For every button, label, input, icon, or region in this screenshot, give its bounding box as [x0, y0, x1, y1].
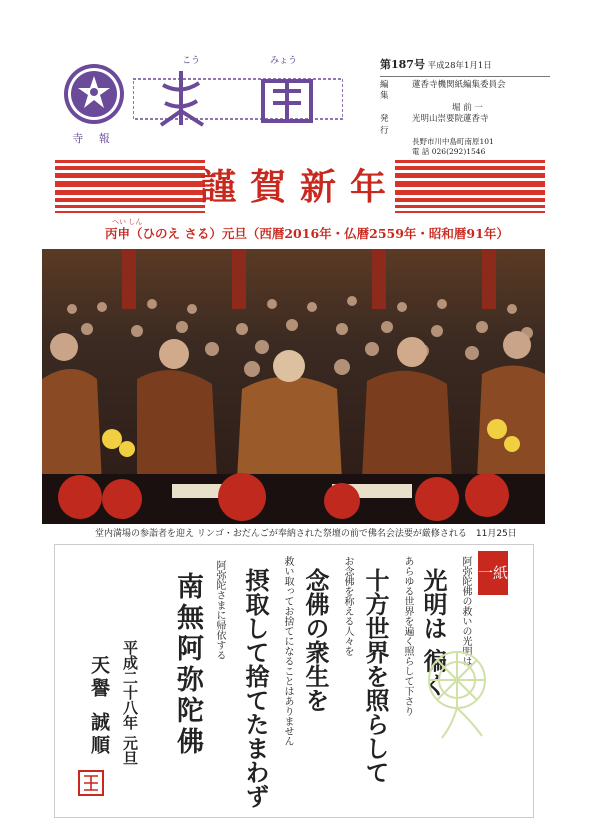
issue-number: 第187号: [380, 58, 425, 71]
date-ruby: へい しん: [112, 218, 143, 226]
message-line-4: 十方世界を照らして: [361, 568, 390, 784]
editor-person: 堀 前 一: [452, 102, 483, 113]
photo-caption: 堂内満場の参詣者を迎え リンゴ・おだんごが奉納された祭壇の前で佛名会法要が厳修される 11月25日: [95, 529, 517, 539]
message-line-1: 阿弥陀佛の救いの光明は: [460, 556, 471, 666]
publisher-label: 発 行: [380, 114, 393, 136]
ceremony-photo: [42, 249, 545, 524]
red-seal-stamp-icon: [78, 770, 104, 796]
era-date-line: 丙申（ひのえ さる）元旦（西暦2016年・仏暦2559年・昭和暦91年）: [105, 226, 509, 241]
publisher-org: 光明山崇要院蓮香寺: [412, 114, 489, 125]
message-date: 平成二十八年 元旦: [121, 640, 139, 766]
temple-crest-icon: [62, 62, 126, 126]
issue-info: [380, 58, 550, 157]
editor-org: 蓮香寺機関紙編集委員会: [412, 79, 506, 90]
publisher-phone: 電 話 026(292)1546: [412, 147, 486, 157]
nembutsu-calligraphy: 南無阿弥陀佛: [172, 572, 203, 758]
message-line-5: お念佛を称える人々を: [342, 556, 353, 656]
banner-title: 謹賀新年: [199, 166, 400, 208]
publisher-address: 長野市川中島町南原101: [412, 137, 494, 147]
editor-label: 編 集: [380, 79, 393, 102]
author-signature: 天譽 誠順: [88, 655, 110, 758]
message-line-3: あらゆる世界を遍く照らして下さり: [402, 556, 413, 716]
message-line-9: 阿弥陀さまに帰依する: [214, 560, 225, 660]
issue-date: 平成28年1月1日: [427, 61, 492, 71]
message-line-2: 光明は 徧く: [419, 568, 448, 697]
masthead-ruby-kou: こう: [182, 56, 201, 66]
masthead-title-logo: [133, 65, 343, 129]
message-line-8: 摂取して捨てたまわず: [241, 568, 270, 808]
message-line-6: 念佛の衆生を: [301, 568, 330, 712]
masthead-ruby-myou: みょう: [270, 56, 298, 66]
temple-label: 寺 報: [72, 132, 116, 145]
ichigo-badge: 一紙: [478, 551, 508, 595]
message-line-7: 救い取ってお捨てになることはありません: [282, 556, 293, 746]
chrysanthemum-illustration: [402, 640, 512, 740]
